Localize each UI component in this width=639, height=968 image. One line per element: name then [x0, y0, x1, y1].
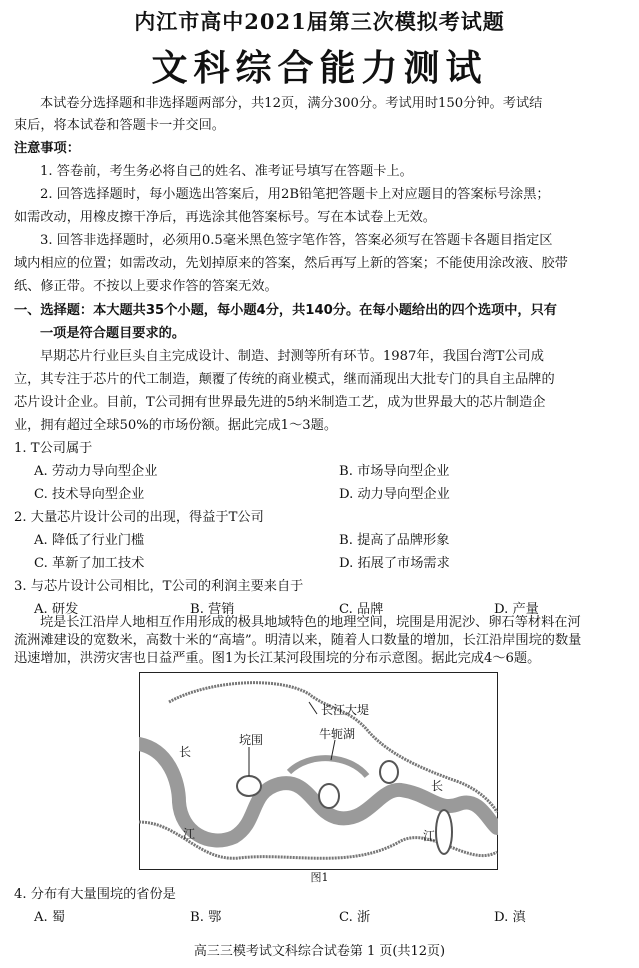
label-chang-left: 长	[179, 745, 192, 759]
q4-stem: 4. 分布有大量围垸的省份是	[14, 887, 176, 902]
label-weiyuan: 垸围	[239, 733, 264, 747]
section-heading: 一、选择题：本大题共35个小题，每小题4分，共140分。在每小题给出的四个选项中，只有	[14, 303, 557, 318]
q1-stem: 1. T公司属于	[14, 441, 93, 456]
passage2-line-1: 垸是长江沿岸人地相互作用形成的极具地域特色的地理空间，垸围是用泥沙、卵石等材料在河	[40, 615, 581, 630]
notice-line-4: 3. 回答非选择题时，必须用0.5毫米黑色签字笔作答，答案必须写在答题卡各题目指定区	[40, 233, 553, 248]
notice-line-2: 2. 回答选择题时，每小题选出答案后，用2B铅笔把答题卡上对应题目的答案标号涂黑；	[40, 187, 550, 202]
figure-caption: 图1	[310, 871, 329, 884]
q3-option-a: A. 研发	[34, 602, 79, 617]
passage1-line-2: 立，其专注于芯片的代工制造，颠覆了传统的商业模式，继而涌现出大批专门的具自主品牌的	[14, 372, 555, 387]
intro-line-2: 束后，将本试卷和答题卡一并交回。	[14, 118, 225, 133]
page-footer: 高三三模考试文科综合试卷第 1 页(共12页)	[193, 944, 446, 959]
q3-option-d: D. 产量	[494, 602, 539, 617]
river-map-figure	[139, 672, 498, 870]
passage1-line-3: 芯片设计企业。目前，T公司拥有世界最先进的5纳米制造工艺，成为世界最大的芯片制造企	[14, 395, 546, 410]
q3-option-b: B. 营销	[190, 602, 235, 617]
q2-option-a: A. 降低了行业门槛	[34, 533, 145, 548]
q1-option-c: C. 技术导向型企业	[34, 487, 145, 502]
q3-stem: 3. 与芯片设计公司相比，T公司的利润主要来自于	[14, 579, 304, 594]
section-heading-cont: 一项是符合题目要求的。	[40, 326, 186, 341]
label-jiang-right: 江	[423, 829, 436, 843]
label-jiang-left: 江	[183, 827, 196, 841]
label-dike: 长江大堤	[321, 703, 370, 717]
q2-option-b: B. 提高了品牌形象	[339, 533, 450, 548]
passage1-line-4: 业，拥有超过全球50%的市场份额。据此完成1～3题。	[14, 418, 338, 433]
q4-option-c: C. 浙	[339, 910, 371, 925]
weiyuan-polder	[319, 784, 339, 808]
passage2-line-3: 迅速增加，洪涝灾害也日益严重。图1为长江某河段围垸的分布示意图。据此完成4～6题。	[14, 651, 541, 666]
q1-option-b: B. 市场导向型企业	[339, 464, 450, 479]
notice-line-3: 如需改动，用橡皮擦干净后，再选涂其他答案标号。写在本试卷上无效。	[14, 210, 436, 225]
q4-option-d: D. 滇	[494, 910, 526, 925]
notice-line-6: 纸、修正带。不按以上要求作答的答案无效。	[14, 279, 278, 294]
notice-line-1: 1. 答卷前，考生务必将自己的姓名、准考证号填写在答题卡上。	[40, 164, 413, 179]
weiyuan-polder	[237, 776, 261, 796]
q3-option-c: C. 品牌	[339, 602, 384, 617]
passage1-line-1: 早期芯片行业巨头自主完成设计、制造、封测等所有环节。1987年，我国台湾T公司成	[40, 349, 544, 364]
intro-line-1: 本试卷分选择题和非选择题两部分，共12页，满分300分。考试用时150分钟。考试结	[40, 96, 543, 111]
exam-subtitle: 文科综合能力测试	[151, 48, 488, 89]
q2-option-d: D. 拓展了市场需求	[339, 556, 450, 571]
exam-title: 内江市高中2021届第三次模拟考试题	[134, 9, 505, 34]
weiyuan-polder	[380, 761, 398, 783]
notice-heading: 注意事项：	[14, 141, 80, 156]
q4-option-a: A. 蜀	[34, 910, 66, 925]
q4-option-b: B. 鄂	[190, 910, 222, 925]
notice-line-5: 域内相应的位置；如需改动，先划掉原来的答案，然后再写上新的答案；不能使用涂改液、胶带	[14, 256, 568, 271]
q1-option-a: A. 劳动力导向型企业	[34, 464, 158, 479]
weiyuan-polder	[436, 810, 452, 854]
passage2-line-2: 流洲滩建设的宽数米，高数十米的“高墙”。明清以来，随着人口数量的增加，长江沿岸围垸的数量	[14, 633, 582, 648]
q1-option-d: D. 动力导向型企业	[339, 487, 450, 502]
label-chang-right: 长	[431, 779, 444, 793]
q2-option-c: C. 革新了加工技术	[34, 556, 145, 571]
label-oxbow-lake: 牛轭湖	[319, 727, 356, 741]
q2-stem: 2. 大量芯片设计公司的出现，得益于T公司	[14, 510, 264, 525]
